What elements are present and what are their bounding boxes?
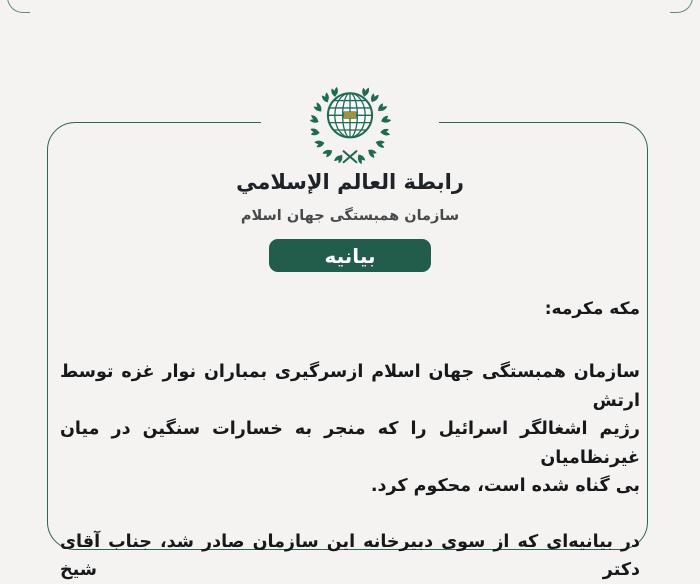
statement-banner: [269, 239, 431, 272]
org-name-arabic: رابطة العالم الإسلامي: [236, 170, 464, 194]
statement-banner-label: بیانیه: [324, 243, 376, 268]
paragraph-line: سازمان همبستگی جهان اسلام ازسرگیری بمباران نوار غزه توسط ارتش: [60, 362, 640, 411]
org-logo: [261, 78, 439, 170]
previous-card-corner-right: [670, 0, 693, 13]
statement-body: [60, 296, 640, 584]
dateline: مکه مکرمه:: [544, 299, 640, 319]
next-paragraph-clipped-line: در بیانیه‌ای که از سوی دبیرخانه این سازمان صادر شد، جناب آقای دکتر شیخ: [60, 531, 640, 580]
statement-paragraph: [60, 358, 640, 501]
previous-card-corner-left: [7, 0, 30, 13]
mwl-wreath-globe-emblem-icon: [304, 84, 396, 165]
org-name-persian: سازمان همبستگی جهان اسلام: [240, 208, 460, 224]
paragraph-line: بی گناه شده است، محکوم کرد.: [370, 476, 640, 496]
paragraph-line: رژیم اشغالگر اسرائیل را که منجر به خسارات سنگین در میان غیرنظامیان: [60, 419, 640, 468]
